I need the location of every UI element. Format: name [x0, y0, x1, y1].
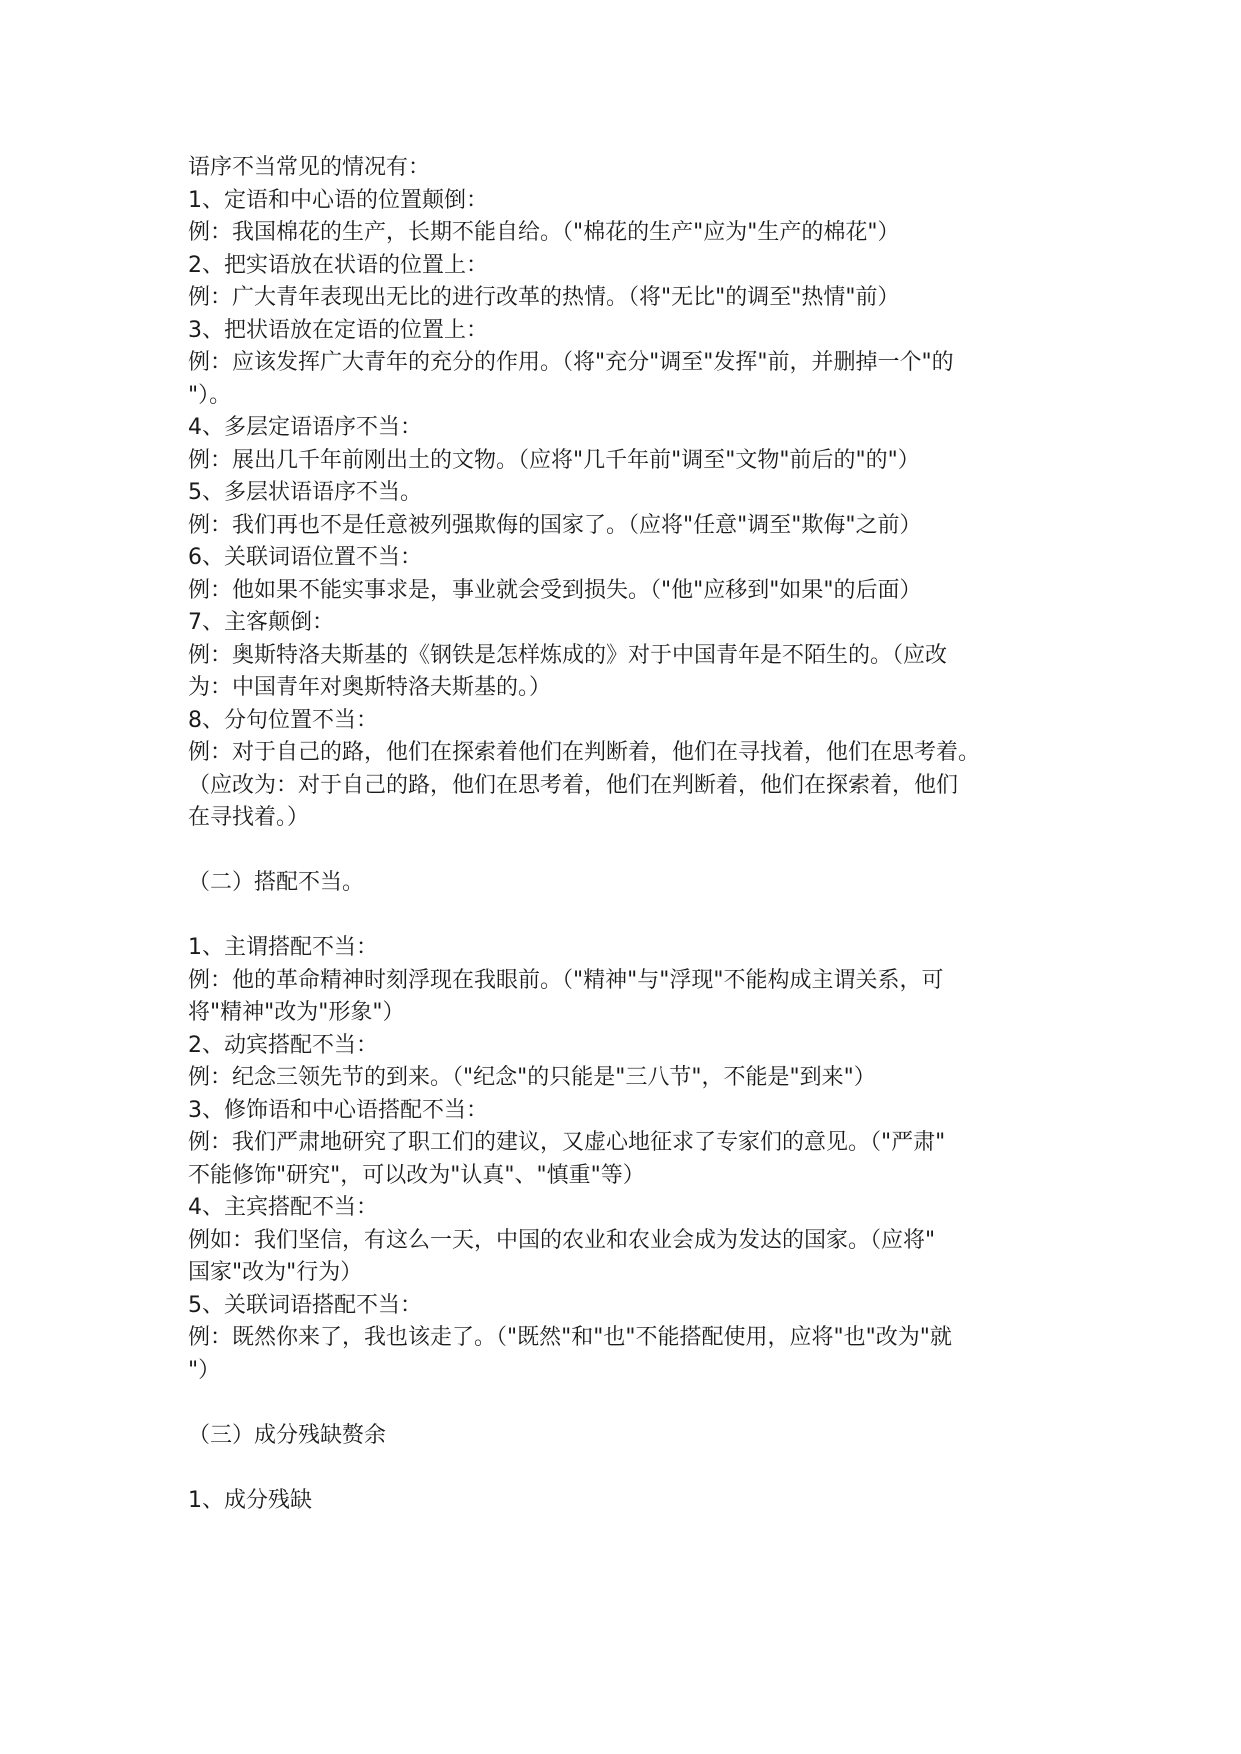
text-line: 例：我们再也不是任意被列强欺侮的国家了。（应将"任意"调至"欺侮"之前）	[188, 512, 922, 538]
text-line: "）。	[188, 382, 232, 408]
text-line: 例：我们严肃地研究了职工们的建议，又虚心地征求了专家们的意见。（"严肃"	[188, 1130, 946, 1155]
text-line: 6、关联词语位置不当：	[188, 545, 422, 570]
text-line: 4、主宾搭配不当：	[188, 1195, 378, 1220]
text-line: 在寻找着。）	[188, 805, 310, 830]
text-line: 5、多层状语语序不当。	[188, 480, 422, 505]
text-line: 语序不当常见的情况有：	[188, 155, 431, 180]
text-line: 例如：我们坚信，有这么一天，中国的农业和农业会成为发达的国家。（应将"	[188, 1227, 936, 1253]
text-line: 国家"改为"行为）	[188, 1260, 363, 1285]
text-line: 2、动宾搭配不当：	[188, 1032, 378, 1058]
blank-line	[188, 835, 1068, 868]
text-line: "）	[188, 1357, 221, 1383]
text-line: 例：应该发挥广大青年的充分的作用。（将"充分"调至"发挥"前，并删掉一个"的	[188, 350, 954, 375]
text-line: 例：我国棉花的生产，长期不能自给。（"棉花的生产"应为"生产的棉花"）	[188, 220, 900, 245]
text-line: 例：纪念三领先节的到来。（"纪念"的只能是"三八节"，不能是"到来"）	[188, 1065, 876, 1090]
text-line: 7、主客颠倒：	[188, 610, 334, 635]
text-line: 为：中国青年对奥斯特洛夫斯基的。）	[188, 675, 552, 700]
text-line: 不能修饰"研究"，可以改为"认真"、"慎重"等）	[188, 1162, 645, 1188]
blank-line	[188, 900, 1068, 933]
text-line: 例：他的革命精神时刻浮现在我眼前。（"精神"与"浮现"不能构成主谓关系，可	[188, 967, 944, 993]
text-line: 3、把状语放在定语的位置上：	[188, 317, 488, 343]
text-line: 1、主谓搭配不当：	[188, 935, 378, 960]
blank-line	[188, 1452, 1068, 1485]
text-line: 3、修饰语和中心语搭配不当：	[188, 1097, 488, 1123]
text-line: 2、把实语放在状语的位置上：	[188, 252, 488, 278]
document-body	[188, 152, 1068, 1517]
text-line: 1、定语和中心语的位置颠倒：	[188, 187, 488, 213]
text-line: 例：对于自己的路，他们在探索着他们在判断着，他们在寻找着，他们在思考着。	[188, 740, 981, 765]
text-line: 1、成分残缺	[188, 1487, 312, 1513]
blank-line	[188, 1387, 1068, 1420]
section-heading: （二）搭配不当。	[188, 870, 365, 895]
text-line: 例：既然你来了，我也该走了。（"既然"和"也"不能搭配使用，应将"也"改为"就	[188, 1325, 952, 1350]
text-line: 例：奥斯特洛夫斯基的《钢铁是怎样炼成的》对于中国青年是不陌生的。（应改	[188, 642, 948, 668]
text-line: 将"精神"改为"形象"）	[188, 1000, 405, 1025]
text-line: 例：广大青年表现出无比的进行改革的热情。（将"无比"的调至"热情"前）	[188, 285, 900, 310]
text-line: 例：他如果不能实事求是，事业就会受到损失。（"他"应移到"如果"的后面）	[188, 577, 922, 603]
section-heading: （三）成分残缺赘余	[188, 1422, 387, 1448]
text-line: 5、关联词语搭配不当：	[188, 1292, 422, 1318]
text-line: 例：展出几千年前刚出土的文物。（应将"几千年前"调至"文物"前后的"的"）	[188, 447, 920, 473]
text-line: 8、分句位置不当：	[188, 707, 378, 733]
text-line: （应改为：对于自己的路，他们在思考着，他们在判断着，他们在探索着，他们	[188, 772, 959, 798]
text-line: 4、多层定语语序不当：	[188, 415, 422, 440]
